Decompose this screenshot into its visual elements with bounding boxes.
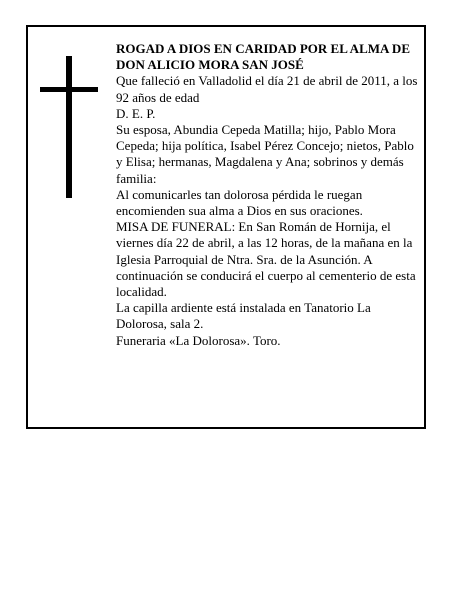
notice-text bbox=[116, 41, 422, 349]
cross-horizontal-bar bbox=[40, 87, 98, 92]
heading-deceased-name: DON ALICIO MORA SAN JOSÉ bbox=[116, 57, 304, 73]
heading-prayer: ROGAD A DIOS EN CARIDAD POR EL ALMA DE bbox=[116, 41, 410, 56]
family-list: Su esposa, Abundia Cepeda Matilla; hijo, Pablo Mora Cepeda; hija política, Isabel Pérez Concejo; nietos, Pablo y Elisa; hermanas, Magdalena y Ana; sobrinos y demás familia: bbox=[116, 122, 414, 186]
funeral-home: Funeraria «La Dolorosa». Toro. bbox=[116, 332, 281, 348]
cross-vertical-bar bbox=[66, 56, 72, 198]
prayer-request: Al comunicarles tan dolorosa pérdida le ruegan encomienden sua alma a Dios en sus oraciones. bbox=[116, 186, 363, 219]
dep-line: D. E. P. bbox=[116, 105, 156, 121]
death-info: Que falleció en Valladolid el día 21 de abril de 2011, a los 92 años de edad bbox=[116, 73, 418, 105]
chapel-info: La capilla ardiente está instalada en Tanatorio La Dolorosa, sala 2. bbox=[116, 300, 371, 332]
funeral-mass-info: MISA DE FUNERAL: En San Román de Hornija, el viernes día 22 de abril, a las 12 horas, de la mañana en la Iglesia Parroquial de Ntra. Sra. de la Asunción. A continuación se conducirá el cuerpo al cementerio de esta localidad. bbox=[116, 219, 416, 300]
obituary-notice bbox=[26, 25, 426, 429]
latin-cross-icon bbox=[40, 56, 98, 198]
